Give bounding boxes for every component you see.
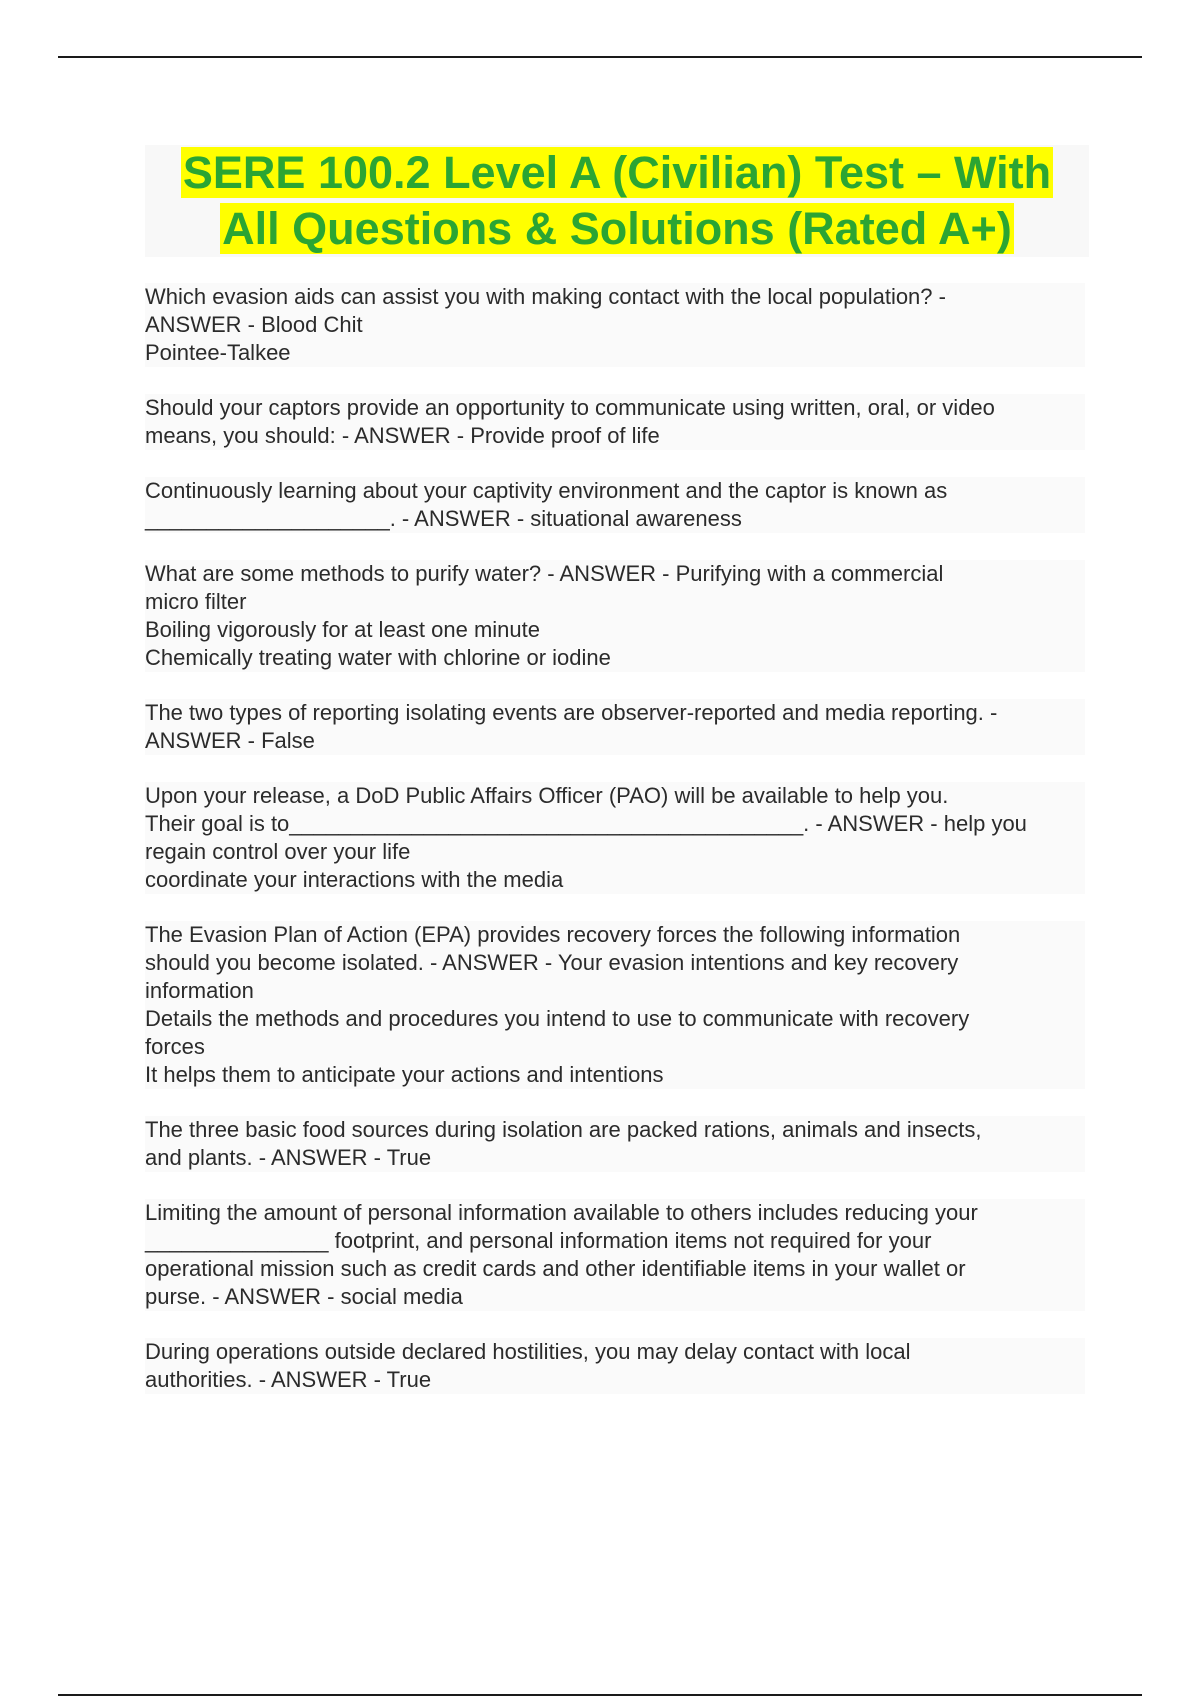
qa-line: Which evasion aids can assist you with making contact with the local population? - xyxy=(145,284,946,309)
title-line-1: SERE 100.2 Level A (Civilian) Test – With xyxy=(182,147,1052,198)
qa-line: should you become isolated. - ANSWER - Your evasion intentions and key recovery xyxy=(145,950,959,975)
qa-line: micro filter xyxy=(145,589,247,614)
qa-line: ANSWER - False xyxy=(145,728,315,753)
qa-entry xyxy=(145,699,1085,755)
qa-entry xyxy=(145,560,1085,672)
qa-line: Upon your release, a DoD Public Affairs Officer (PAO) will be available to help you. xyxy=(145,783,949,808)
qa-line: Continuously learning about your captivity environment and the captor is known as xyxy=(145,478,948,503)
qa-list xyxy=(145,283,1085,1421)
qa-line: forces xyxy=(145,1034,205,1059)
qa-line: _______________ footprint, and personal information items not required for your xyxy=(145,1228,932,1253)
qa-line: Limiting the amount of personal information available to others includes reducing your xyxy=(145,1200,978,1225)
title-line-2: All Questions & Solutions (Rated A+) xyxy=(222,203,1012,254)
qa-line: regain control over your life xyxy=(145,839,411,864)
qa-line: coordinate your interactions with the media xyxy=(145,867,564,892)
qa-line: What are some methods to purify water? - ANSWER - Purifying with a commercial xyxy=(145,561,944,586)
qa-line: The two types of reporting isolating events are observer-reported and media reporting. - xyxy=(145,700,998,725)
qa-entry xyxy=(145,394,1085,450)
qa-line: The Evasion Plan of Action (EPA) provides recovery forces the following information xyxy=(145,922,961,947)
qa-line: Should your captors provide an opportunity to communicate using written, oral, or video xyxy=(145,395,995,420)
qa-line: Pointee-Talkee xyxy=(145,340,291,365)
qa-line: Boiling vigorously for at least one minute xyxy=(145,617,540,642)
document-title xyxy=(145,145,1089,257)
qa-entry xyxy=(145,1199,1085,1311)
qa-entry xyxy=(145,477,1085,533)
qa-entry xyxy=(145,1338,1085,1394)
qa-line: Details the methods and procedures you intend to use to communicate with recovery xyxy=(145,1006,970,1031)
qa-line: means, you should: - ANSWER - Provide proof of life xyxy=(145,423,660,448)
qa-line: ANSWER - Blood Chit xyxy=(145,312,363,337)
qa-line: information xyxy=(145,978,254,1003)
qa-line: It helps them to anticipate your actions and intentions xyxy=(145,1062,664,1087)
qa-line: purse. - ANSWER - social media xyxy=(145,1284,463,1309)
header-rule xyxy=(58,56,1142,58)
qa-line: authorities. - ANSWER - True xyxy=(145,1367,432,1392)
footer-rule xyxy=(58,1694,1142,1696)
qa-line: Their goal is to__________________________________________. - ANSWER - help you xyxy=(145,811,1027,836)
qa-line: and plants. - ANSWER - True xyxy=(145,1145,432,1170)
qa-line: ____________________. - ANSWER - situational awareness xyxy=(145,506,742,531)
qa-entry xyxy=(145,1116,1085,1172)
qa-line: During operations outside declared hostilities, you may delay contact with local xyxy=(145,1339,911,1364)
qa-line: Chemically treating water with chlorine or iodine xyxy=(145,645,611,670)
qa-entry xyxy=(145,921,1085,1089)
qa-entry xyxy=(145,283,1085,367)
qa-line: operational mission such as credit cards and other identifiable items in your wallet or xyxy=(145,1256,966,1281)
qa-entry xyxy=(145,782,1085,894)
qa-line: The three basic food sources during isolation are packed rations, animals and insects, xyxy=(145,1117,982,1142)
